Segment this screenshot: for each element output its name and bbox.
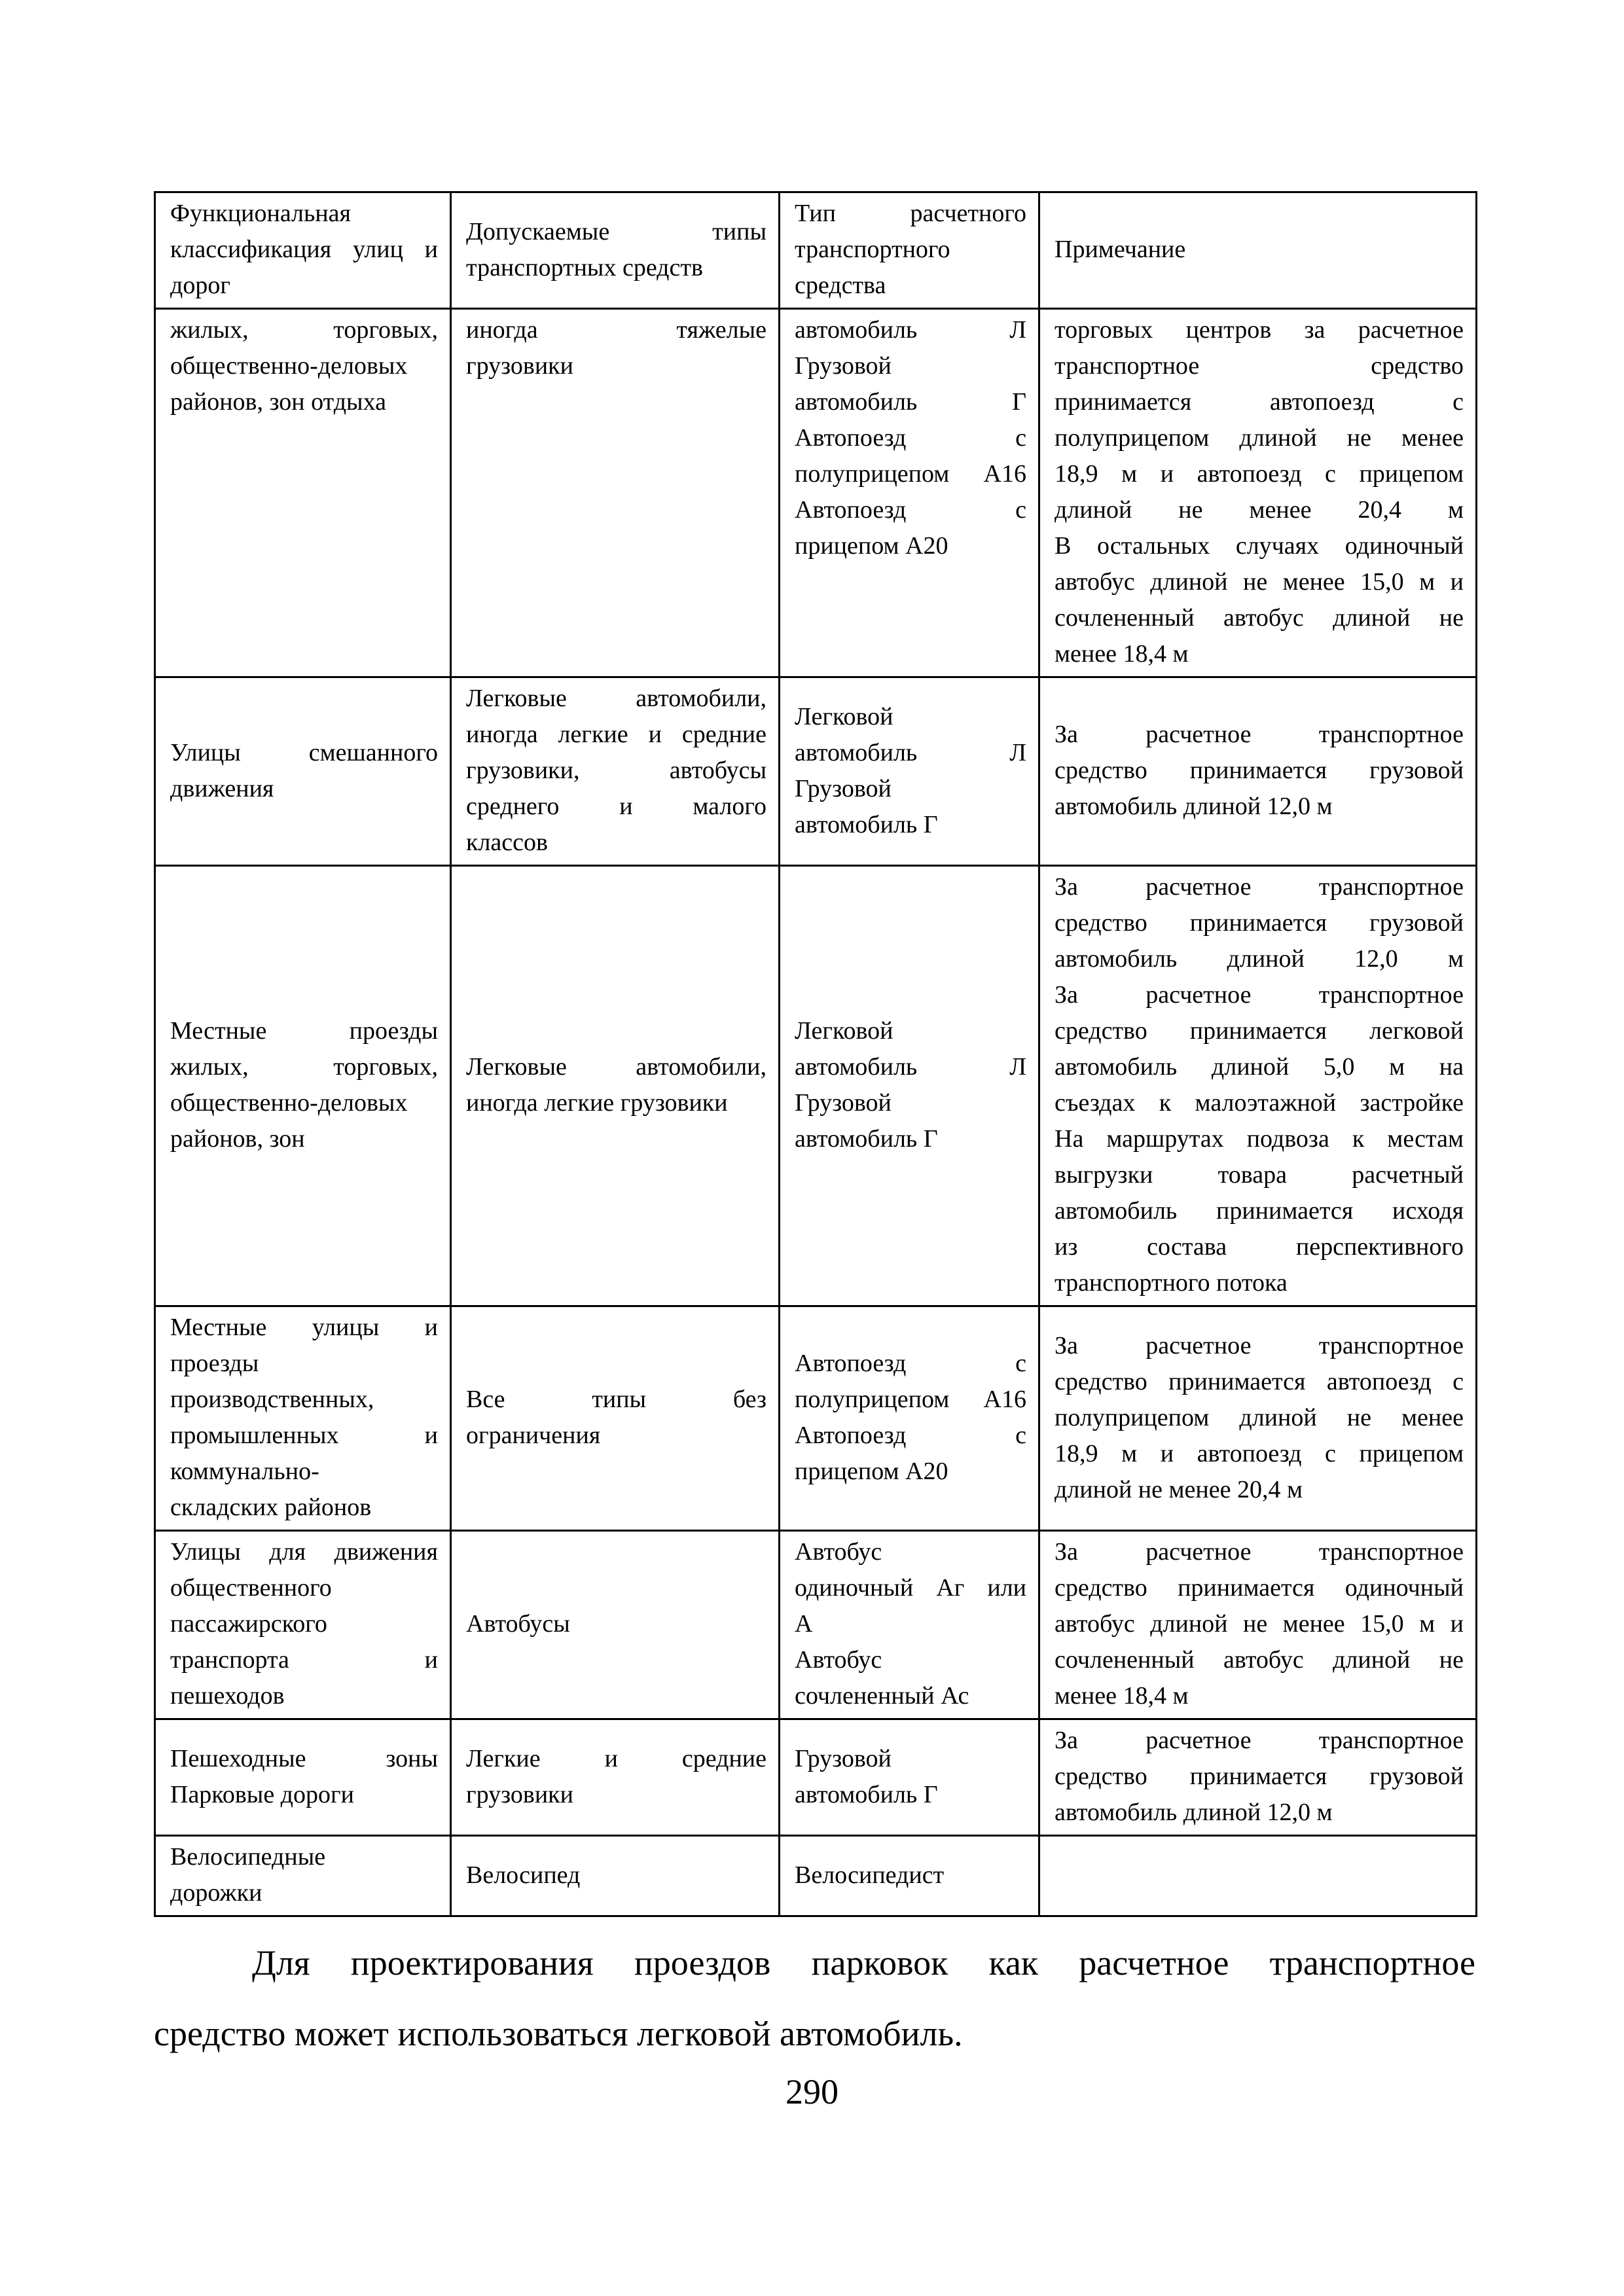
cell-line: общественно-деловых [170,1089,408,1117]
cell-line: классификация улиц и [170,236,438,263]
table-cell-col2 [451,1836,780,1916]
table-cell-col3 [780,309,1039,677]
cell-line: Велосипедные [170,1843,326,1871]
table-cell-col4 [1039,677,1477,866]
header-design-vehicle [780,192,1039,309]
cell-line: автомобиль Л [795,738,1026,766]
cell-line: Все типы без [466,1386,767,1413]
cell-line: Легкие и средние [466,1744,767,1772]
page-number: 290 [785,2072,839,2111]
cell-line: транспортных средств [466,253,703,281]
cell-line: автомобиль длиной 12,0 м [1055,1799,1333,1826]
cell-line: За расчетное транспортное [1055,1331,1464,1359]
cell-line: За расчетное транспортное [1055,1727,1464,1754]
table-cell-col4 [1039,1531,1477,1719]
cell-line: промышленных и [170,1422,438,1449]
table-cell-col2 [451,309,780,677]
cell-line: За расчетное транспортное [1055,721,1464,748]
cell-line: Улицы для движения [170,1538,438,1566]
cell-line: Местные улицы и [170,1314,438,1341]
cell-line: автомобиль Г [795,1780,938,1808]
cell-line: Легковой [795,702,893,730]
header-allowed-vehicles [451,192,780,309]
cell-line: Автобус [795,1646,882,1674]
cell-line: принимается автопоезд с [1055,388,1464,416]
cell-line: средство принимается автопоезд с [1055,1367,1464,1395]
cell-line: автомобиль длиной 12,0 м [1055,793,1333,820]
cell-line: На маршрутах подвоза к местам [1055,1125,1464,1153]
cell-line: транспортное средство [1055,352,1464,380]
table-cell-col1 [155,309,451,677]
cell-line: районов, зон [170,1125,305,1153]
cell-line: Автобусы [466,1610,570,1638]
cell-line: автомобиль Г [795,1125,938,1153]
table-cell-col4 [1039,1719,1477,1836]
cell-line: пешеходов [170,1682,285,1710]
cell-line: грузовики [466,352,573,380]
cell-line: иногда тяжелые [466,316,767,344]
cell-line: средство принимается одиночный [1055,1574,1464,1602]
paragraph-line-1: Для проектирования проездов парковок как расчетное транспортное [252,1943,1475,1982]
table-cell-col4 [1039,866,1477,1306]
cell-line: полуприцепом длиной не менее [1055,424,1464,452]
cell-line: автомобиль Л [795,1053,1026,1081]
cell-line: полуприцепом длиной не менее [1055,1403,1464,1431]
transport-vehicle-table [154,191,1477,1917]
cell-line: складских районов [170,1494,372,1521]
table-cell-col3 [780,1306,1039,1531]
cell-line: прицепом А20 [795,532,948,560]
cell-line: Пешеходные зоны [170,1744,438,1772]
cell-line: Автопоезд с [795,424,1026,452]
cell-line: Автопоезд с [795,1350,1026,1377]
cell-line: сочлененный автобус длиной не [1055,604,1464,632]
cell-line: полуприцепом А16 [795,1386,1026,1413]
cell-line: Легковые автомобили, [466,685,767,712]
cell-line: съездах к малоэтажной застройке [1055,1089,1464,1117]
cell-line: торговых центров за расчетное [1055,316,1464,344]
cell-line: из состава перспективного [1055,1233,1464,1261]
cell-line: автомобиль Г [795,388,1026,416]
table-row [155,1719,1477,1836]
cell-line: дорожки [170,1879,262,1907]
table-cell-col2 [451,1531,780,1719]
cell-line: Велосипедист [795,1861,945,1889]
cell-line: автомобиль длиной 12,0 м [1055,945,1464,973]
table-cell-col1 [155,1531,451,1719]
cell-line: транспортного [795,236,950,263]
cell-line: автобус длиной не менее 15,0 м и [1055,1610,1464,1638]
cell-line: одиночный Аг или [795,1574,1026,1602]
cell-line: автомобиль принимается исходя [1055,1197,1464,1225]
cell-line: пассажирского [170,1610,327,1638]
cell-line: жилых, торговых, [170,316,438,344]
body-paragraph [154,1928,1475,2069]
table-cell-col4 [1039,1836,1477,1916]
table-row [155,1531,1477,1719]
cell-line: иногда легкие грузовики [466,1089,728,1117]
cell-line: Улицы смешанного [170,738,438,766]
cell-line: районов, зон отдыха [170,388,386,416]
header-classification [155,192,451,309]
table-cell-col1 [155,677,451,866]
cell-line: выгрузки товара расчетный [1055,1161,1464,1189]
cell-line: Примечание [1055,236,1186,263]
cell-line: полуприцепом А16 [795,460,1026,488]
cell-line: средство принимается грузовой [1055,1763,1464,1790]
cell-line: движения [170,774,274,802]
cell-line: дорог [170,272,230,299]
cell-line: Функциональная [170,200,352,227]
cell-line: средство принимается грузовой [1055,757,1464,784]
table-cell-col3 [780,1836,1039,1916]
cell-line: жилых, торговых, [170,1053,438,1081]
cell-line: коммунально- [170,1458,319,1485]
cell-line: Парковые дороги [170,1780,354,1808]
cell-line: сочлененный Ас [795,1682,969,1710]
table-row [155,866,1477,1306]
cell-line: За расчетное транспортное [1055,981,1464,1009]
cell-line: Автобус [795,1538,882,1566]
cell-line: 18,9 м и автопоезд с прицепом [1055,1439,1464,1467]
cell-line: За расчетное транспортное [1055,873,1464,901]
cell-line: Автопоезд с [795,496,1026,524]
table-body [155,309,1477,1916]
cell-line: производственных, [170,1386,374,1413]
cell-line: длиной не менее 20,4 м [1055,1475,1303,1503]
table-cell-col4 [1039,309,1477,677]
table-cell-col2 [451,866,780,1306]
paragraph-line-2: средство может использоваться легковой автомобиль. [154,2014,963,2053]
table-cell-col3 [780,1719,1039,1836]
cell-line: грузовики [466,1780,573,1808]
cell-line: В остальных случаях одиночный [1055,532,1464,560]
table-cell-col1 [155,1836,451,1916]
cell-line: иногда легкие и средние [466,721,767,748]
cell-line: проезды [170,1350,259,1377]
cell-line: менее 18,4 м [1055,1682,1189,1710]
cell-line: ограничения [466,1422,601,1449]
table-cell-col3 [780,677,1039,866]
cell-line: Велосипед [466,1861,581,1889]
cell-line: длиной не менее 20,4 м [1055,496,1464,524]
cell-line: среднего и малого [466,793,767,820]
table-cell-col2 [451,1719,780,1836]
cell-line: классов [466,829,548,856]
cell-line: менее 18,4 м [1055,640,1189,668]
cell-line: автомобиль Г [795,810,938,838]
cell-line: средство принимается грузовой [1055,909,1464,937]
cell-line: А [795,1610,813,1638]
cell-line: Легковой [795,1017,893,1045]
cell-line: Допускаемые типы [466,217,767,245]
cell-line: автобус длиной не менее 15,0 м и [1055,568,1464,596]
cell-line: общественного [170,1574,332,1602]
table-cell-col2 [451,1306,780,1531]
cell-line: средства [795,272,886,299]
cell-line: автомобиль Л [795,316,1026,344]
cell-line: прицепом А20 [795,1458,948,1485]
cell-line: Грузовой [795,1744,892,1772]
cell-line: Грузовой [795,1089,892,1117]
cell-line: Местные проезды [170,1017,438,1045]
table-cell-col1 [155,1306,451,1531]
table-cell-col1 [155,866,451,1306]
cell-line: 18,9 м и автопоезд с прицепом [1055,460,1464,488]
table-cell-col3 [780,1531,1039,1719]
table-row [155,309,1477,677]
cell-line: Легковые автомобили, [466,1053,767,1081]
cell-line: транспортного потока [1055,1269,1288,1297]
cell-line: общественно-деловых [170,352,408,380]
cell-line: грузовики, автобусы [466,757,767,784]
cell-line: средство принимается легковой [1055,1017,1464,1045]
header-note [1039,192,1477,309]
table-row [155,677,1477,866]
table-cell-col2 [451,677,780,866]
cell-line: транспорта и [170,1646,438,1674]
table-cell-col3 [780,866,1039,1306]
table-row [155,1836,1477,1916]
cell-line: автомобиль длиной 5,0 м на [1055,1053,1464,1081]
table-cell-col4 [1039,1306,1477,1531]
table-cell-col1 [155,1719,451,1836]
table-row [155,1306,1477,1531]
cell-line: Грузовой [795,774,892,802]
cell-line: сочлененный автобус длиной не [1055,1646,1464,1674]
cell-line: За расчетное транспортное [1055,1538,1464,1566]
cell-line: Грузовой [795,352,892,380]
table-header-row [155,192,1477,309]
cell-line: Автопоезд с [795,1422,1026,1449]
cell-line: Тип расчетного [795,200,1026,227]
